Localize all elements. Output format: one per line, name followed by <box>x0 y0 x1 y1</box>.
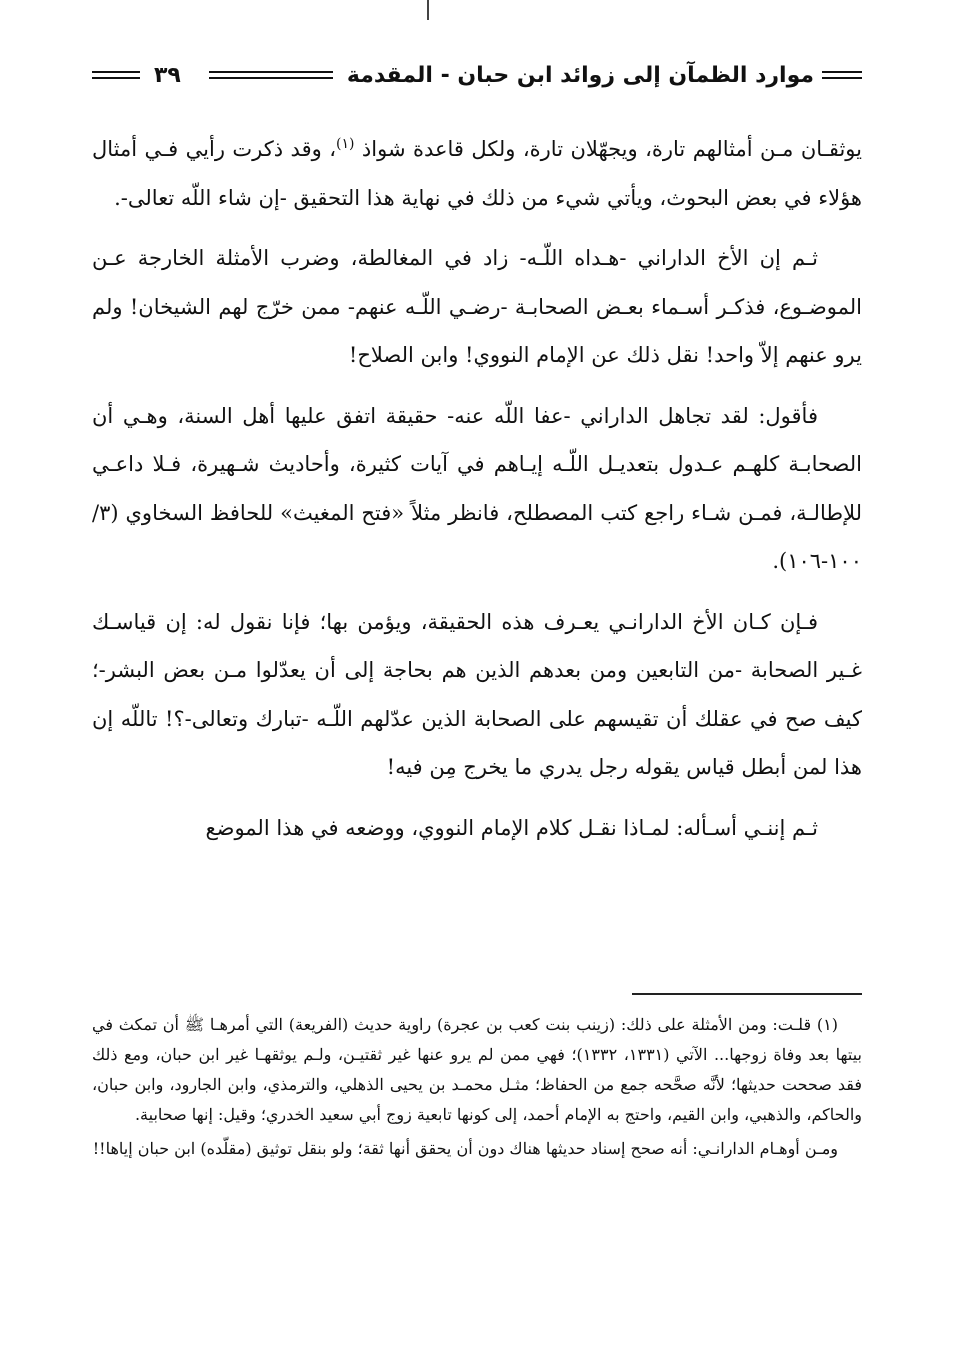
footnote-1: (١) قلـت: ومن الأمثلة على ذلك: (زينب بنت كعب بن عجرة) راوية حديث (الفريعة) التي أمرهـا ﷺ أن تمكث في بيتها بعد وفاة زوجها... الآتي (١٣٣١، ١٣٣٢)؛ فهي ممن لم يرو عنها غير ثقتيـن، ولـم يوثقهـا غير ابن حبان، ومع ذلك فقد صححت حديثها؛ لأنَّه صحَّحه جمع من الحفاظ؛ مثـل محمـد بن يحيى الذهلي، والترمذي، وابن الجارود، وابن حبان، والحاكم، والذهبي، وابن القيم، واحتج به الإمام أحمد، إلى كونها تابعية زوج أبي سعيد الخدري؛ وقيل: إنها صحابية. <box>92 1015 863 1124</box>
header-rule-middle <box>209 71 333 79</box>
header-title: موارد الظمآن إلى زوائد ابن حبان - المقدمة <box>346 62 814 88</box>
main-text <box>92 125 862 864</box>
paragraph-1-continuation: ، وقد ذكرت رأيي فـي أمثال هؤلاء في بعض البحوث، ويأتي شيء من ذلك في نهاية هذا التحقيق -إن شاء اللّه تعالى-. <box>92 137 862 210</box>
header-rule-right <box>822 71 862 79</box>
footnote-separator <box>632 993 862 995</box>
running-header <box>92 52 862 98</box>
header-rule-left <box>92 71 140 79</box>
paragraph-5: ثـم إننـي أسـأله: لمـاذا نقـل كلام الإمام النووي، ووضعه في هذا الموضع <box>205 815 818 840</box>
paragraph-4: فـإن كـان الأخ الدارانـي يعـرف هذه الحقيقة، ويؤمن بها؛ فإنا نقول له: إن قياسـك غـير الصحابة -من التابعين ومن بعدهم الذين هم بحاجة إلى أن يعدّلوا مـن بعض البشر-؛ كيف صح في عقلك أن تقيسهم على الصحابة الذين عدّلهم اللّـه -تبارك وتعالى-؟! تاللّه إن هذا لمن أبطل قياس يقوله رجل يدري ما يخرج مِن فيه! <box>92 609 862 779</box>
scan-mark <box>427 0 429 20</box>
footnote-reference[interactable]: (١) <box>335 136 355 152</box>
paragraph-3: فأقول: لقد تجاهل الداراني -عفا اللّه عنه- حقيقة اتفق عليها أهل السنة، وهـي أن الصحابـة كلهـم عـدول بتعديـل اللّـه إيـاهم في آيات كثيرة، وأحاديث شـهيرة، فـلا داعـي للإطالـة، فمـن شـاء راجع كتب المصطلح، فانظر مثلاً «فتح المغيث» للحافظ السخاوي (٣/ ١٠٠-١٠٦). <box>92 403 862 573</box>
footnotes <box>92 1010 862 1168</box>
footnote-1-continuation: ومـن أوهـام الدارانـي: أنه صحح إسناد حديثها هناك دون أن يحقق أنها ثقة؛ ولو بنقل توثيق (مقلّده) ابن حبان إياها!! <box>92 1139 838 1158</box>
page-number: ٣٩ <box>154 62 181 88</box>
paragraph-2: ثـم إن الأخ الداراني -هـداه اللّـه- زاد في المغالطة، وضرب الأمثلة الخارجة عـن الموضـوع، فذكـر أسـماء بعـض الصحابـة -رضـي اللّـه عنهم- ممن خرّج لهم الشيخان! ولم يرو عنهم إلاّ واحد! نقل ذلك عن الإمام النووي! وابن الصلاح! <box>92 246 862 367</box>
paragraph-1-text: يوثقـان مـن أمثالهم تارة، ويجهّلان تارة، ولكل قاعدة شواذ <box>361 137 862 161</box>
paragraph-1 <box>92 125 862 222</box>
